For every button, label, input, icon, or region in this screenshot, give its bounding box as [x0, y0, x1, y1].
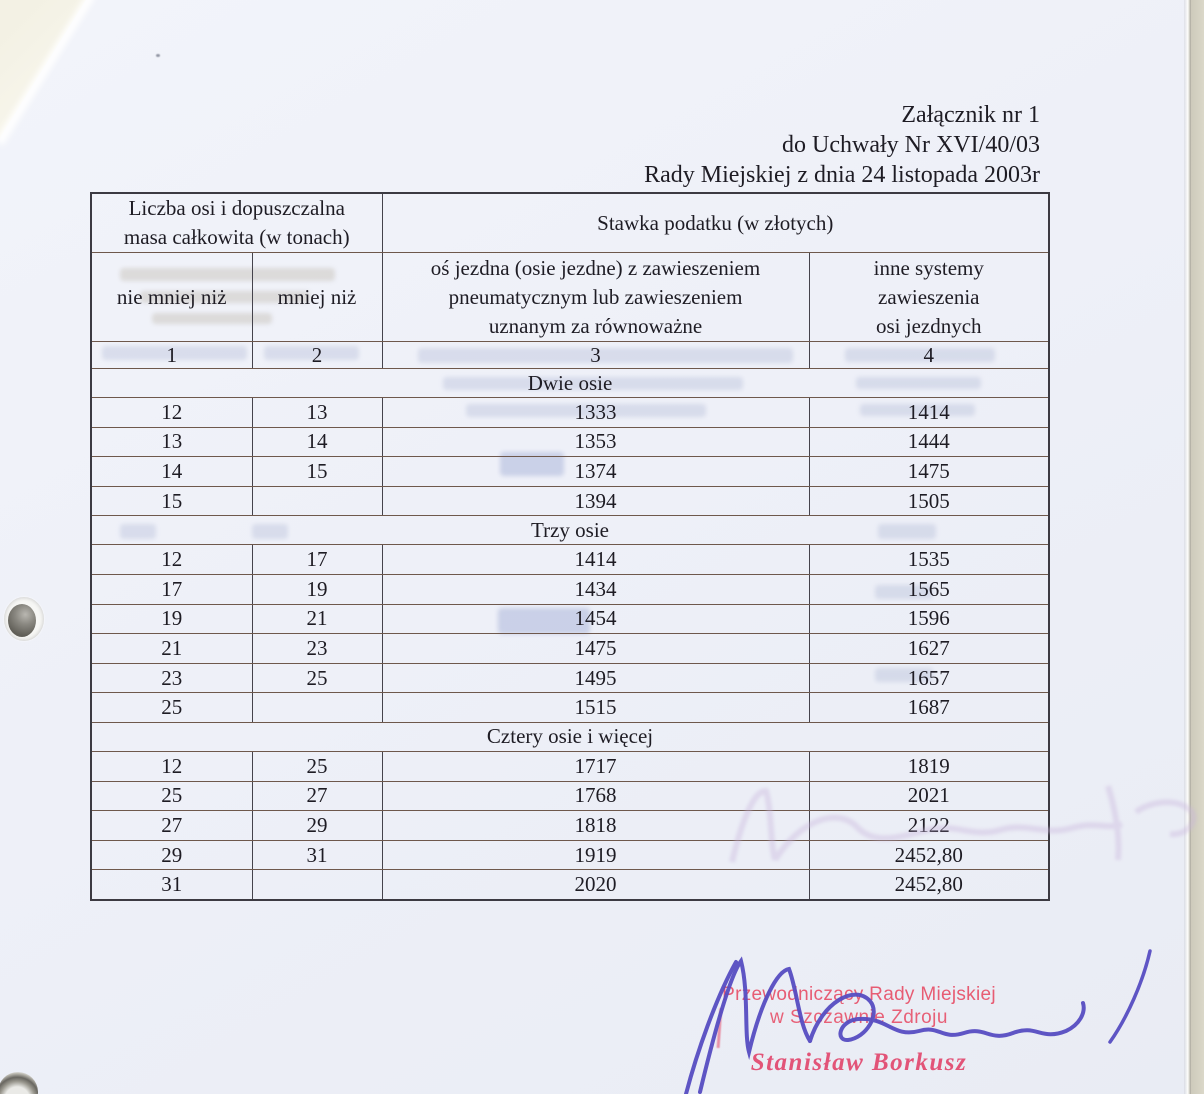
section-title: Cztery osie i więcej	[91, 722, 1049, 751]
table-cell: 1596	[809, 604, 1049, 634]
table-cell: 13	[252, 398, 382, 428]
attachment-line-1: Załącznik nr 1	[901, 102, 1040, 128]
table-cell: 1374	[382, 457, 809, 487]
section-header-row	[91, 516, 1049, 545]
table-cell: 1819	[809, 751, 1049, 781]
table-cell: 21	[91, 634, 252, 664]
table-row	[91, 457, 1049, 487]
table-row	[91, 427, 1049, 457]
table-cell: 1434	[382, 574, 809, 604]
table-row	[91, 486, 1049, 516]
table-cell: 14	[91, 457, 252, 487]
table-cell: 25	[252, 663, 382, 693]
table-cell: 15	[252, 457, 382, 487]
table-cell: 1768	[382, 781, 809, 811]
column-numbering-row	[91, 342, 1049, 369]
header-tax-rate: Stawka podatku (w złotych)	[382, 193, 1049, 253]
table-cell: 1535	[809, 545, 1049, 575]
table-cell: 1515	[382, 693, 809, 723]
header-less-than: mniej niż	[252, 253, 382, 342]
table-cell: 15	[91, 486, 252, 516]
table-cell: 19	[91, 604, 252, 634]
page-fold-corner	[0, 0, 100, 150]
table-cell	[252, 870, 382, 900]
table-cell: 14	[252, 427, 382, 457]
punch-hole-bottom	[0, 1072, 38, 1094]
table-row	[91, 870, 1049, 900]
attachment-header	[644, 100, 1040, 190]
table-cell: 31	[252, 840, 382, 870]
table-cell: 2021	[809, 781, 1049, 811]
table-cell: 12	[91, 751, 252, 781]
table-cell: 23	[252, 634, 382, 664]
table-row	[91, 840, 1049, 870]
table-header-groups	[91, 193, 1049, 253]
table-cell: 1475	[809, 457, 1049, 487]
table-cell: 27	[91, 811, 252, 841]
table-cell: 1818	[382, 811, 809, 841]
table-cell: 1717	[382, 751, 809, 781]
table-row	[91, 811, 1049, 841]
paper-right-edge	[1184, 0, 1191, 1094]
table-cell: 1565	[809, 574, 1049, 604]
column-number-1: 1	[91, 342, 252, 369]
table-row	[91, 398, 1049, 428]
scanner-background-strip	[1190, 0, 1204, 1094]
section-title: Trzy osie	[91, 516, 1049, 545]
header-pneumatic-suspension: oś jezdna (osie jezdne) z zawieszeniem pneumatycznym lub zawieszeniem uznanym za równoważne	[382, 253, 809, 342]
table-cell: 2020	[382, 870, 809, 900]
table-cell	[252, 486, 382, 516]
table-row	[91, 574, 1049, 604]
table-cell: 1475	[382, 634, 809, 664]
table-cell: 13	[91, 427, 252, 457]
table-row	[91, 663, 1049, 693]
table-cell: 1414	[382, 545, 809, 575]
table-cell: 1414	[809, 398, 1049, 428]
table-cell: 1394	[382, 486, 809, 516]
table-cell: 1333	[382, 398, 809, 428]
table-cell: 1454	[382, 604, 809, 634]
header-not-less-than: nie mniej niż	[91, 253, 252, 342]
table-cell: 12	[91, 545, 252, 575]
stamp-town-line: w Szczawnie Zdroju	[770, 1007, 948, 1028]
table-cell: 31	[91, 870, 252, 900]
section-header-row	[91, 369, 1049, 398]
table-cell: 27	[252, 781, 382, 811]
tax-table	[90, 192, 1050, 901]
stamp-title-line: Przewodniczący Rady Miejskiej	[722, 984, 996, 1005]
header-axles-mass-line2: masa całkowita (w tonach)	[123, 225, 350, 249]
table-cell: 1687	[809, 693, 1049, 723]
section-header-row	[91, 722, 1049, 751]
column-number-2: 2	[252, 342, 382, 369]
table-cell: 25	[91, 781, 252, 811]
header-axles-mass	[91, 193, 382, 253]
table-row	[91, 781, 1049, 811]
scan-speck	[156, 54, 160, 57]
stamp-signer-name: Stanisław Borkusz	[750, 1049, 968, 1076]
table-cell: 1505	[809, 486, 1049, 516]
table-cell: 2452,80	[809, 840, 1049, 870]
table-cell: 12	[91, 398, 252, 428]
table-cell: 1627	[809, 634, 1049, 664]
table-row	[91, 604, 1049, 634]
table-cell: 19	[252, 574, 382, 604]
table-cell: 21	[252, 604, 382, 634]
table-cell: 17	[252, 545, 382, 575]
table-cell: 1444	[809, 427, 1049, 457]
header-axles-mass-line1: Liczba osi i dopuszczalna	[128, 196, 345, 220]
attachment-line-3: Rady Miejskiej z dnia 24 listopada 2003r	[644, 162, 1040, 188]
table-cell: 25	[91, 693, 252, 723]
table-cell: 29	[91, 840, 252, 870]
table-row	[91, 751, 1049, 781]
table-row	[91, 545, 1049, 575]
table-cell: 25	[252, 751, 382, 781]
column-number-4: 4	[809, 342, 1049, 369]
table-cell: 1919	[382, 840, 809, 870]
table-cell: 1495	[382, 663, 809, 693]
tax-table-body	[91, 193, 1049, 900]
header-other-suspension: inne systemy zawieszenia osi jezdnych	[809, 253, 1049, 342]
attachment-line-2: do Uchwały Nr XVI/40/03	[782, 132, 1040, 158]
table-cell: 1657	[809, 663, 1049, 693]
table-cell: 2122	[809, 811, 1049, 841]
column-number-3: 3	[382, 342, 809, 369]
section-title: Dwie osie	[91, 369, 1049, 398]
table-row	[91, 693, 1049, 723]
table-cell: 17	[91, 574, 252, 604]
table-cell: 1353	[382, 427, 809, 457]
table-cell: 29	[252, 811, 382, 841]
table-cell: 2452,80	[809, 870, 1049, 900]
table-row	[91, 634, 1049, 664]
table-cell: 23	[91, 663, 252, 693]
table-header-columns	[91, 253, 1049, 342]
punch-hole-shadow	[8, 604, 36, 637]
table-cell	[252, 693, 382, 723]
